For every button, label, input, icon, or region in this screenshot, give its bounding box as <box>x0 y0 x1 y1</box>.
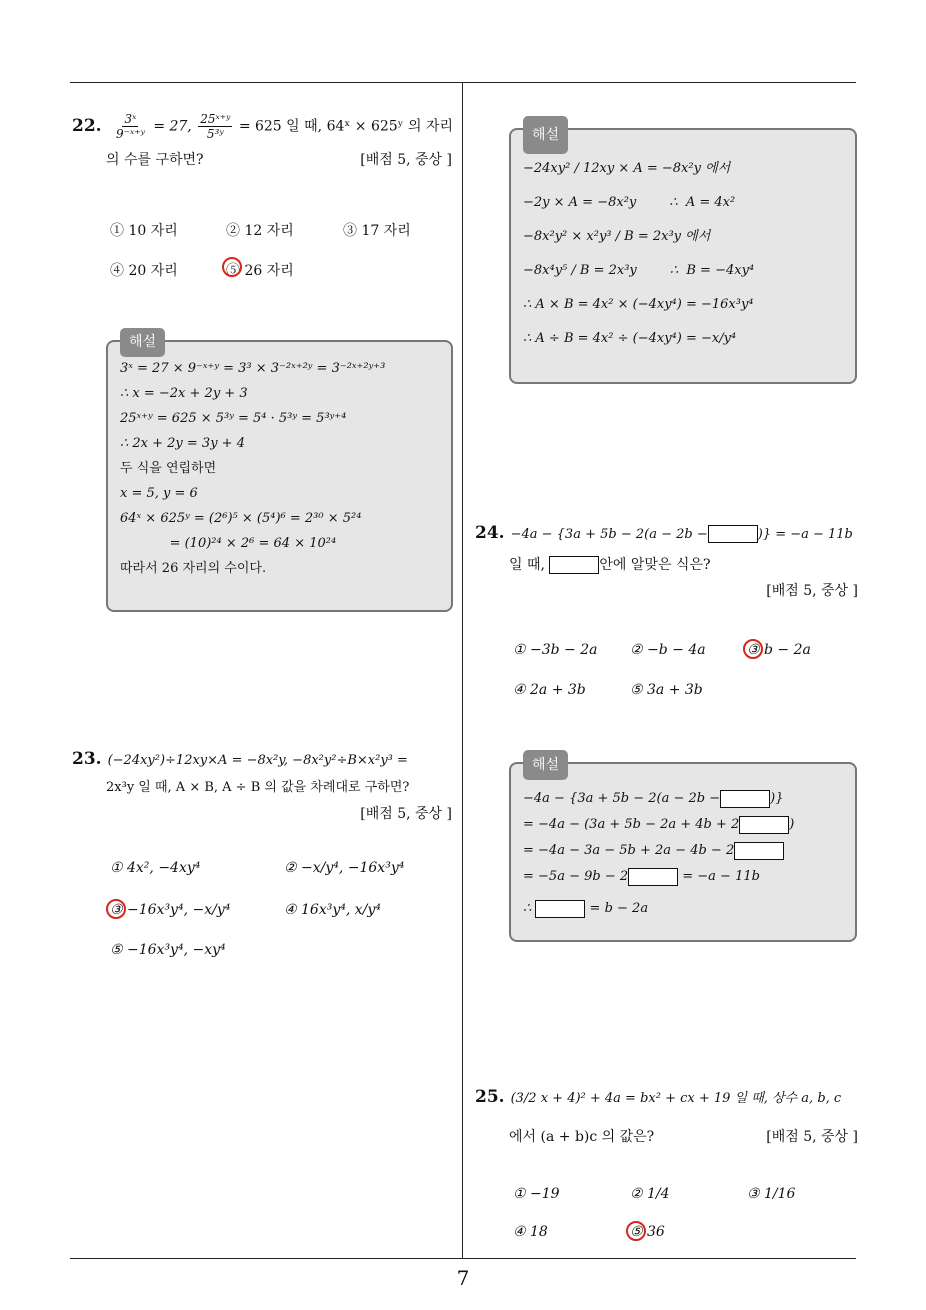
choice-4[interactable]: ④ 16x³y⁴, x/y⁴ <box>284 902 381 918</box>
solution-box-23 <box>509 128 857 384</box>
choice-4[interactable]: ④ 20 자리 <box>110 263 178 279</box>
solution-line: ∴ 2x + 2y = 3y + 4 <box>120 436 245 451</box>
question-number: 24. <box>475 523 505 543</box>
solution-line: 3ˣ = 27 × 9⁻ˣ⁺ʸ = 3³ × 3⁻²ˣ⁺²ʸ = 3⁻²ˣ⁺²ʸ⁺³ <box>120 361 386 376</box>
solution-line: ∴ A × B = 4x² × (−4xy⁴) = −16x³y⁴ <box>523 297 754 312</box>
answer-circle <box>626 1221 646 1241</box>
fraction: $\frac{\text{3ˣ}}{\text{9⁻ˣ⁺ʸ}}$ <box>116 112 145 141</box>
choice-1[interactable]: ① 4x², −4xy⁴ <box>110 860 201 876</box>
question-number: 23. <box>72 749 102 769</box>
blank-box <box>549 556 599 574</box>
choice-3[interactable]: ③ −16x³y⁴, −x/y⁴ <box>110 902 230 918</box>
bottom-rule <box>70 1258 856 1259</box>
choice-5[interactable]: ⑤ 26 자리 <box>226 260 294 280</box>
solution-line: −24xy² / 12xy × A = −8x²y 에서 <box>523 161 731 176</box>
solution-line: −8x²y² × x²y³ / B = 2x³y 에서 <box>523 229 711 244</box>
blank-box <box>535 900 585 918</box>
solution-tab: 해설 <box>523 116 568 154</box>
solution-tab: 해설 <box>523 750 568 780</box>
score-label: [배점 5, 중상 ] <box>360 152 452 168</box>
solution-line: 따라서 26 자리의 수이다. <box>120 561 267 576</box>
answer-circle <box>222 257 242 277</box>
solution-line: = −5a − 9b − 2 = −a − 11b <box>523 869 760 884</box>
solution-line: 25ˣ⁺ʸ = 625 × 5³ʸ = 5⁴ · 5³ʸ = 5³ʸ⁺⁴ <box>120 411 347 426</box>
question-24 <box>475 520 858 604</box>
answer-circle <box>106 899 126 919</box>
stem-text: 일 때, <box>509 557 545 573</box>
solution-line: −8x⁴y⁵ / B = 2x³y ∴ B = −4xy⁴ <box>523 263 755 278</box>
blank-box <box>739 816 789 834</box>
stem-text: (−24xy²)÷12xy×A = −8x²y, −8x²y²÷B×x²y³ = <box>107 753 408 768</box>
solution-line: ∴ x = −2x + 2y + 3 <box>120 386 248 401</box>
question-number: 22. <box>72 115 102 136</box>
solution-line: = (10)²⁴ × 2⁶ = 64 × 10²⁴ <box>120 536 337 551</box>
choice-5[interactable]: ⑤ −16x³y⁴, −xy⁴ <box>110 942 226 958</box>
top-rule <box>70 82 856 83</box>
blank-box <box>628 868 678 886</box>
fraction: $\frac{\text{25ˣ⁺ʸ}}{\text{5³ʸ}}$ <box>200 112 231 141</box>
stem-text: 안에 알맞은 식은? <box>599 557 711 573</box>
solution-line: = −4a − (3a + 5b − 2a + 4b + 2 ) <box>523 817 795 832</box>
column-divider <box>462 83 463 1258</box>
solution-line: 64ˣ × 625ʸ = (2⁶)⁵ × (5⁴)⁶ = 2³⁰ × 5²⁴ <box>120 511 362 526</box>
choice-2[interactable]: ② 1/4 <box>630 1186 670 1202</box>
blank-box <box>708 525 758 543</box>
solution-line: ∴ A ÷ B = 4x² ÷ (−4xy⁴) = −x/y⁴ <box>523 331 737 346</box>
choice-3[interactable]: ③ 17 자리 <box>343 223 411 239</box>
choice-2[interactable]: ② 12 자리 <box>226 223 294 239</box>
stem-text: = 27, <box>153 118 197 135</box>
solution-line: 두 식을 연립하면 <box>120 461 217 476</box>
choice-4[interactable]: ④ 18 <box>513 1224 548 1240</box>
stem-text: (3/2 x + 4)² + 4a = bx² + cx + 19 일 때, 상수 a, b, c <box>510 1091 842 1106</box>
choice-5[interactable]: ⑤ 3a + 3b <box>630 682 703 698</box>
solution-line: ∴ = b − 2a <box>523 901 649 916</box>
solution-line: = −4a − 3a − 5b + 2a − 4b − 2 <box>523 838 843 864</box>
question-23 <box>72 746 452 827</box>
blank-box <box>720 790 770 808</box>
solution-box-22 <box>106 334 453 612</box>
solution-line: −4a − {3a + 5b − 2(a − 2b − )} <box>523 791 784 806</box>
choice-2[interactable]: ② −b − 4a <box>630 642 706 658</box>
choice-1[interactable]: ① 10 자리 <box>110 223 178 239</box>
solution-box-24 <box>509 757 857 942</box>
stem-text: = 625 일 때, 64ˣ × 625ʸ 의 자리 <box>238 118 454 135</box>
answer-circle <box>743 639 763 659</box>
page-number: 7 <box>456 1266 470 1290</box>
stem-text: 에서 (a + b)c 의 값은? <box>509 1129 655 1145</box>
solution-tab: 해설 <box>120 328 165 357</box>
score-label: [배점 5, 중상 ] <box>360 806 452 822</box>
choice-2[interactable]: ② −x/y⁴, −16x³y⁴ <box>284 860 405 876</box>
question-22 <box>72 112 452 173</box>
choice-4[interactable]: ④ 2a + 3b <box>513 682 586 698</box>
solution-line: x = 5, y = 6 <box>120 486 198 501</box>
choice-1[interactable]: ① −3b − 2a <box>513 642 598 658</box>
stem-text: )} = −a − 11b <box>757 527 853 542</box>
question-25 <box>475 1084 858 1150</box>
stem-text: 2x³y 일 때, A × B, A ÷ B 의 값을 차례대로 구하면? <box>106 780 410 795</box>
stem-text: −4a − {3a + 5b − 2(a − 2b − <box>510 527 708 542</box>
choice-3[interactable]: ③ b − 2a <box>747 642 811 658</box>
score-label: [배점 5, 중상 ] <box>766 583 858 599</box>
blank-box <box>734 842 784 860</box>
choice-1[interactable]: ① −19 <box>513 1186 560 1202</box>
solution-line: −2y × A = −8x²y ∴ A = 4x² <box>523 195 736 210</box>
stem-text: 의 수를 구하면? <box>106 152 204 168</box>
choice-5[interactable]: ⑤ 36 <box>630 1224 665 1240</box>
score-label: [배점 5, 중상 ] <box>766 1129 858 1145</box>
question-number: 25. <box>475 1087 505 1107</box>
choice-3[interactable]: ③ 1/16 <box>747 1186 796 1202</box>
